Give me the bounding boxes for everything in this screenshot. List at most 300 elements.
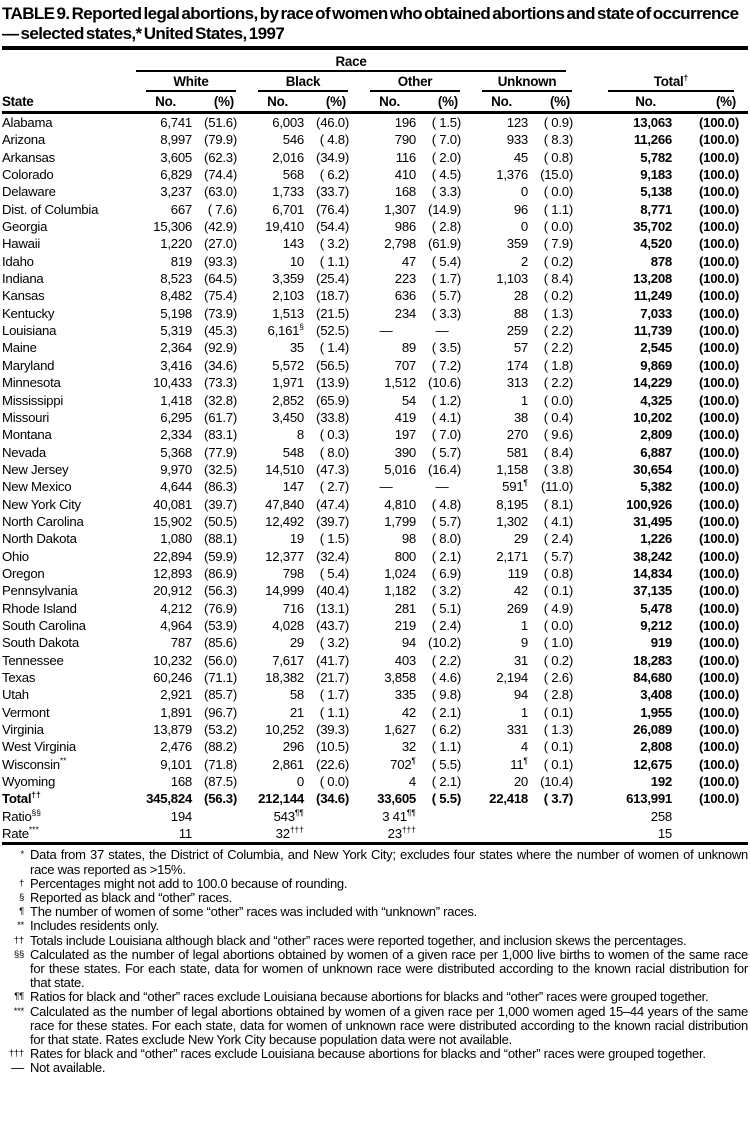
cell-white-no: 40,081 [153,496,192,512]
cell-total-no: 2,809 [640,427,673,443]
cell-other-no: 707 [394,357,416,373]
cell-state: New Jersey [2,461,69,477]
cell-black-no: 12,492 [265,513,304,529]
state-column-header: State [2,92,134,113]
cell-black-no: 2,861 [272,756,304,772]
cell-total-pct: (100.0) [698,565,740,581]
cell-black-pct: (39.3) [316,722,349,738]
race-label: Race [335,54,367,69]
cell-black-pct: ( 6.2) [319,167,349,183]
cell-other-no: — [379,479,393,495]
cell-black-no: 543¶¶ [273,807,304,824]
cell-black-pct: (33.7) [316,184,349,200]
table-row [2,287,748,304]
header-spacer [582,54,748,72]
cell-unknown-pct: ( 0.0) [543,219,574,235]
cell-total-no: 192 [650,774,673,790]
cell-black-pct: (46.0) [316,115,349,130]
table-row [2,305,748,322]
cell-total-no: 5,382 [640,479,673,495]
cell-black-no: 32††† [246,825,306,844]
cell-other-pct: ( 3.2) [431,583,461,599]
cell-white-no: 3,237 [160,184,192,200]
cell-white-pct: (39.7) [204,496,237,512]
cell-black-no: 7,617 [272,652,304,668]
cell-other-pct: ( 2.4) [431,617,461,633]
cell-unknown-no: 331 [506,722,528,738]
cell-black-pct: ( 0.3) [319,427,349,443]
footnote-marker: ** [17,920,24,932]
cell-black-pct: ( 4.8) [319,132,349,148]
cell-white-pct: (96.7) [204,704,237,720]
cell-other-no: 33,605 [377,791,416,807]
cell-other-no: 2,798 [384,236,416,252]
cell-other-pct: ( 2.2) [431,652,461,668]
cell-state: Maine [2,340,37,356]
cell-white-pct: (83.1) [204,427,237,443]
cell-unknown-no: 359 [506,236,528,252]
cell-white-pct: (45.3) [204,323,237,339]
no-column-header: No. [582,92,674,113]
cell-white-no: 10,232 [153,652,192,668]
cell-black-no: 8 [296,427,304,443]
cell-other-no: 790 [394,132,416,148]
cell-unknown-no: 0 [520,184,528,200]
cell-total-pct: (100.0) [698,149,740,165]
cell-total-pct: (100.0) [698,739,740,755]
cell-black-no: 2,016 [272,149,304,165]
cell-white-pct: (75.4) [204,288,237,304]
cell-state: Texas [2,670,36,685]
cell-unknown-pct: ( 2.2) [543,323,574,339]
table-row [2,426,748,443]
cell-state: Arkansas [2,149,55,165]
cell-total-pct: (100.0) [698,444,740,460]
cell-state: Ratio§§ [2,807,42,824]
cell-black-pct [306,808,358,825]
cell-white-pct: (62.3) [204,149,237,165]
cell-unknown-no: 29 [513,531,528,547]
cell-other-pct: ( 5.7) [431,288,461,304]
cell-other-no: 1,024 [384,565,416,581]
cell-black-pct: (52.5) [316,323,349,339]
table-row [2,357,748,374]
cell-other-pct: — [435,479,449,495]
cell-total-pct: (100.0) [698,670,740,685]
group-header-white [134,72,246,92]
cell-total-no: 13,208 [633,271,673,287]
cell-other-pct: ( 1.7) [431,271,461,287]
cell-other-no: 3 41¶¶ [382,807,416,824]
cell-total-pct: (100.0) [698,271,740,287]
cell-unknown-no: 42 [513,583,528,599]
pct-column-header: (%) [306,92,358,113]
cell-unknown-no: 11¶ [510,755,528,772]
cell-state: Oregon [2,565,45,581]
cell-unknown-no: 1,302 [496,513,528,529]
cell-unknown-pct: ( 2.6) [543,670,574,685]
cell-white-pct: (42.9) [204,219,237,235]
cell-white-pct: (51.6) [204,115,237,130]
table-row [2,322,748,339]
cell-state: Kansas [2,288,45,304]
cell-unknown-no: 94 [513,687,528,703]
cell-white-pct: (61.7) [204,409,237,425]
cell-other-no: 89 [401,340,416,356]
table-header [2,54,748,113]
cell-total-no: 6,887 [640,444,673,460]
cell-other-pct: ( 4.1) [431,409,461,425]
cell-state: Pennsylvania [2,583,78,599]
cell-white-pct: (50.5) [204,513,237,529]
cell-total-pct: (100.0) [698,340,740,356]
cell-unknown-pct: ( 0.1) [543,704,574,720]
cell-black-no: 716 [282,600,304,616]
cell-black-no: 14,999 [265,583,304,599]
footnote [2,948,748,991]
cell-white-no: 819 [170,253,192,269]
cell-black-no: 6,701 [272,201,304,217]
cell-black-no: 6,161§ [267,321,304,339]
cell-state: Vermont [2,704,50,720]
cell-white-no: 11 [134,825,194,844]
cell-white-no: 6,295 [160,409,192,425]
cell-unknown-pct: ( 0.8) [543,565,574,581]
cell-state: Rhode Island [2,600,77,616]
cell-state: Delaware [2,184,56,200]
cell-state: Hawaii [2,236,41,252]
cell-black-pct: (56.5) [316,357,349,373]
cell-black-no: 10,252 [265,722,304,738]
cell-total-pct: (100.0) [698,167,740,183]
cell-white-no: 12,893 [153,565,192,581]
cell-other-pct [418,808,470,825]
cell-black-pct: (39.7) [316,513,349,529]
cell-unknown-no: 933 [506,132,528,148]
cell-unknown-no: 1,376 [496,167,528,183]
cell-state: Virginia [2,722,44,738]
cell-other-no: 986 [394,219,416,235]
cell-white-pct: (59.9) [204,548,237,564]
cell-total-no: 4,325 [640,392,673,408]
cell-total-pct: (100.0) [698,791,740,807]
cell-black-no: 18,382 [265,670,304,685]
cell-black-no: 47,840 [265,496,304,512]
cell-unknown-no: 259 [506,323,528,339]
cell-black-no: 3,359 [272,271,304,287]
footnote-text: Reported as black and “other” races. [30,890,232,906]
cell-unknown-pct [530,808,582,825]
header-spacer [2,54,134,72]
cell-unknown-pct: (11.0) [541,479,574,495]
cell-other-no: 335 [394,687,416,703]
cell-total-pct: (100.0) [698,305,740,321]
cell-total-no: 14,229 [633,375,673,391]
group-label: Other [397,74,433,89]
cell-total-pct: (100.0) [698,722,740,738]
cell-black-pct: (22.6) [316,756,349,772]
cell-unknown-pct: ( 0.0) [543,184,574,200]
cell-total-no: 613,991 [626,791,673,807]
cell-white-no: 20,912 [153,583,192,599]
cell-black-pct: (43.7) [316,617,349,633]
footnote [2,990,748,1004]
cell-unknown-pct: ( 8.1) [543,496,574,512]
cell-total-pct: (100.0) [698,357,740,373]
cell-unknown-no: 1,103 [496,271,528,287]
cell-white-no: 8,523 [160,271,192,287]
cell-state: West Virginia [2,739,76,755]
cell-black-pct: (34.6) [316,791,349,807]
footnote [2,877,748,891]
table-row [2,808,748,825]
table-title: TABLE 9. Reported legal abortions, by race of women who obtained abortions and state of occurrence — selected states,* United States, 1997 [2,4,739,43]
cell-total-no: 84,680 [633,670,673,685]
cell-unknown-no: 581 [506,444,528,460]
cell-unknown-pct: ( 0.0) [543,617,574,633]
footnote-text: Totals include Louisiana although black and “other” races were reported together, and inclusion skews the percentages. [30,932,687,948]
cell-state: Georgia [2,219,48,235]
cell-other-no: 403 [394,652,416,668]
cell-state: Kentucky [2,305,55,321]
cell-total-no: 31,495 [633,513,673,529]
table-row [2,582,748,599]
cell-black-pct: (33.8) [316,409,349,425]
cell-white-no: 1,418 [160,392,192,408]
cell-unknown-no: 174 [506,357,528,373]
cell-other-pct: ( 1.2) [431,392,461,408]
cell-state: Alabama [2,115,53,130]
cell-black-pct: (41.7) [316,652,349,668]
cell-white-pct: (88.2) [204,739,237,755]
table-row [2,686,748,703]
cell-other-no: 23††† [358,825,418,844]
footnote-text: Calculated as the number of legal abortions obtained by women of a given race per 1,000 live births to women of the same race for these states. For each state, data for women of unknown race were distributed according to the known racial distribution for that state. [30,946,748,991]
cell-other-pct: ( 5.5) [431,791,461,807]
cell-total-pct: (100.0) [698,531,740,547]
cell-white-no: 15,902 [153,513,192,529]
cell-other-pct: (16.4) [428,461,461,477]
cell-unknown-pct: (10.4) [540,774,574,790]
cell-white-no: 5,198 [160,305,192,321]
cell-other-pct: ( 3.3) [431,184,461,200]
table-row [2,478,748,495]
cell-other-pct: (61.9) [428,236,461,252]
footnote-marker: † [18,877,24,889]
cell-black-no: 2,852 [272,392,304,408]
cell-white-pct: (32.8) [204,392,237,408]
abortions-by-race-table [2,54,748,845]
cell-total-pct [674,825,748,844]
cell-unknown-pct: ( 7.9) [543,236,574,252]
cell-black-no: 212,144 [258,791,304,807]
group-header-other [358,72,470,92]
cell-unknown-no [470,825,530,844]
cell-total-no: 5,138 [640,184,673,200]
cell-unknown-pct: ( 3.8) [543,461,574,477]
cell-white-no: 9,970 [160,461,192,477]
cell-white-pct: (86.3) [204,479,237,495]
cell-unknown-no: 96 [513,201,528,217]
table-row [2,131,748,148]
cell-black-pct: (21.5) [316,305,349,321]
cell-total-no: 11,266 [633,132,673,148]
footnote [2,848,748,876]
cell-total-pct: (100.0) [698,409,740,425]
group-label: Black [285,74,321,89]
cell-total-no: 14,834 [633,565,673,581]
cell-total-pct: (100.0) [698,427,740,443]
cell-total-pct: (100.0) [698,236,740,252]
cell-total-pct [674,808,748,825]
cell-other-pct: ( 5.4) [431,253,461,269]
table-row [2,773,748,790]
cell-total-no: 4,520 [640,236,673,252]
cell-black-pct: ( 1.1) [319,704,349,720]
cell-black-pct: (10.5) [316,739,349,755]
cell-other-no: 32 [401,739,416,755]
table-row [2,461,748,478]
cell-total-pct: (100.0) [698,600,740,616]
cell-unknown-pct: ( 5.7) [543,548,574,564]
footnote-text: Rates for black and “other” races exclude Louisiana because abortions for blacks and “other” races were grouped together. [30,1046,706,1062]
cell-white-pct: (77.9) [204,444,237,460]
cell-other-pct: ( 1.5) [431,115,461,130]
cell-unknown-pct: ( 0.0) [543,392,574,408]
cell-unknown-pct: ( 0.2) [543,253,574,269]
cell-other-pct: (10.2) [428,635,461,651]
cell-unknown-pct: ( 0.8) [543,149,574,165]
cell-total-pct: (100.0) [698,496,740,512]
cell-unknown-no: 119 [507,565,528,581]
cell-unknown-no: 20 [513,774,528,790]
cell-other-no: 234 [394,305,416,321]
table-row [2,756,748,773]
table-row [2,738,748,755]
cell-total-pct: (100.0) [698,583,740,599]
cell-other-pct: ( 2.0) [431,149,461,165]
table-row [2,183,748,200]
race-span-header [134,54,582,72]
cell-total-no: 11,739 [633,323,673,339]
no-column-header: No. [134,92,194,113]
cell-unknown-no: 1,158 [496,461,528,477]
cell-other-pct: ( 4.5) [431,167,461,183]
cell-total-no: 100,926 [626,496,673,512]
cell-total-no: 7,033 [640,305,673,321]
cell-state: Missouri [2,409,50,425]
cell-other-pct: (14.9) [428,201,461,217]
cell-black-no: 2,103 [272,288,304,304]
table-row [2,444,748,461]
cell-unknown-no: 88 [513,305,528,321]
footnote [2,919,748,933]
cell-total-no: 258 [650,808,673,824]
cell-total-pct: (100.0) [698,479,740,495]
cell-white-no: 194 [170,808,192,824]
cell-unknown-no: 313 [506,375,528,391]
cell-state: Montana [2,427,52,443]
cell-other-no: 390 [394,444,416,460]
cell-state: Utah [2,687,29,703]
cell-unknown-no: 4 [520,739,528,755]
cell-total-pct: (100.0) [698,323,740,339]
group-header-row [2,72,748,92]
cell-total-pct: (100.0) [698,184,740,200]
cell-unknown-pct: ( 4.1) [543,513,574,529]
cell-other-pct: ( 7.0) [431,427,461,443]
cell-other-pct: ( 5.7) [431,444,461,460]
group-header-unknown [470,72,582,92]
cell-total-no: 18,283 [633,652,673,668]
footnote-text: The number of women of some “other” races was included with “unknown” races. [30,904,478,920]
cell-black-no: 296 [282,739,304,755]
cell-total-no: 2,808 [640,739,673,755]
table-row [2,253,748,270]
table-row [2,149,748,166]
cell-unknown-no: 2 [520,253,528,269]
cell-other-pct: ( 2.1) [431,704,461,720]
cell-unknown-pct: ( 9.6) [543,427,574,443]
cell-other-no: 168 [394,184,416,200]
cell-black-no: 10 [289,253,304,269]
cell-unknown-pct: ( 2.4) [543,531,574,547]
cell-white-no: 1,220 [160,236,192,252]
cell-total-no: 3,408 [640,687,673,703]
pct-column-header: (%) [194,92,246,113]
cell-black-pct: ( 3.2) [319,635,349,651]
cell-black-pct: ( 8.0) [319,444,349,460]
cell-total-no: 2,545 [640,340,673,356]
cell-unknown-pct: ( 1.1) [543,201,574,217]
cell-unknown-no: 45 [513,149,528,165]
table-row [2,496,748,513]
cell-total-pct: (100.0) [698,704,740,720]
cell-black-pct: (18.7) [316,288,349,304]
cell-total-pct: (100.0) [698,461,740,477]
cell-black-no: 12,377 [265,548,304,564]
cell-white-pct: (34.6) [204,357,237,373]
cell-unknown-pct: ( 0.2) [543,288,574,304]
cell-other-no: 3,858 [384,670,416,685]
cell-black-pct [306,825,358,844]
cell-white-pct: (56.3) [204,583,237,599]
group-label: White [173,74,209,89]
cell-total-pct: (100.0) [698,635,740,651]
cell-white-no: 5,368 [160,444,192,460]
cell-other-no: 196 [394,115,416,130]
cell-state: Minnesota [2,375,61,391]
cell-other-no: 281 [394,600,416,616]
footnote [2,1047,748,1061]
cell-unknown-pct: ( 8.4) [543,444,574,460]
cell-unknown-pct: ( 8.4) [543,271,574,287]
table-row [2,617,748,634]
cell-white-no: 3,416 [160,357,192,373]
cell-total-pct: (100.0) [698,201,740,217]
table-row [2,113,748,132]
cell-total-pct: (100.0) [698,774,740,790]
cell-state: Arizona [2,132,45,148]
table-row [2,669,748,686]
cell-white-pct: (56.3) [204,791,237,807]
table-row [2,634,748,651]
no-column-header: No. [470,92,530,113]
cell-other-no: 1,307 [384,201,416,217]
cell-unknown-no: 270 [506,427,528,443]
group-header-total [582,72,748,92]
footnote-marker: § [18,892,24,904]
